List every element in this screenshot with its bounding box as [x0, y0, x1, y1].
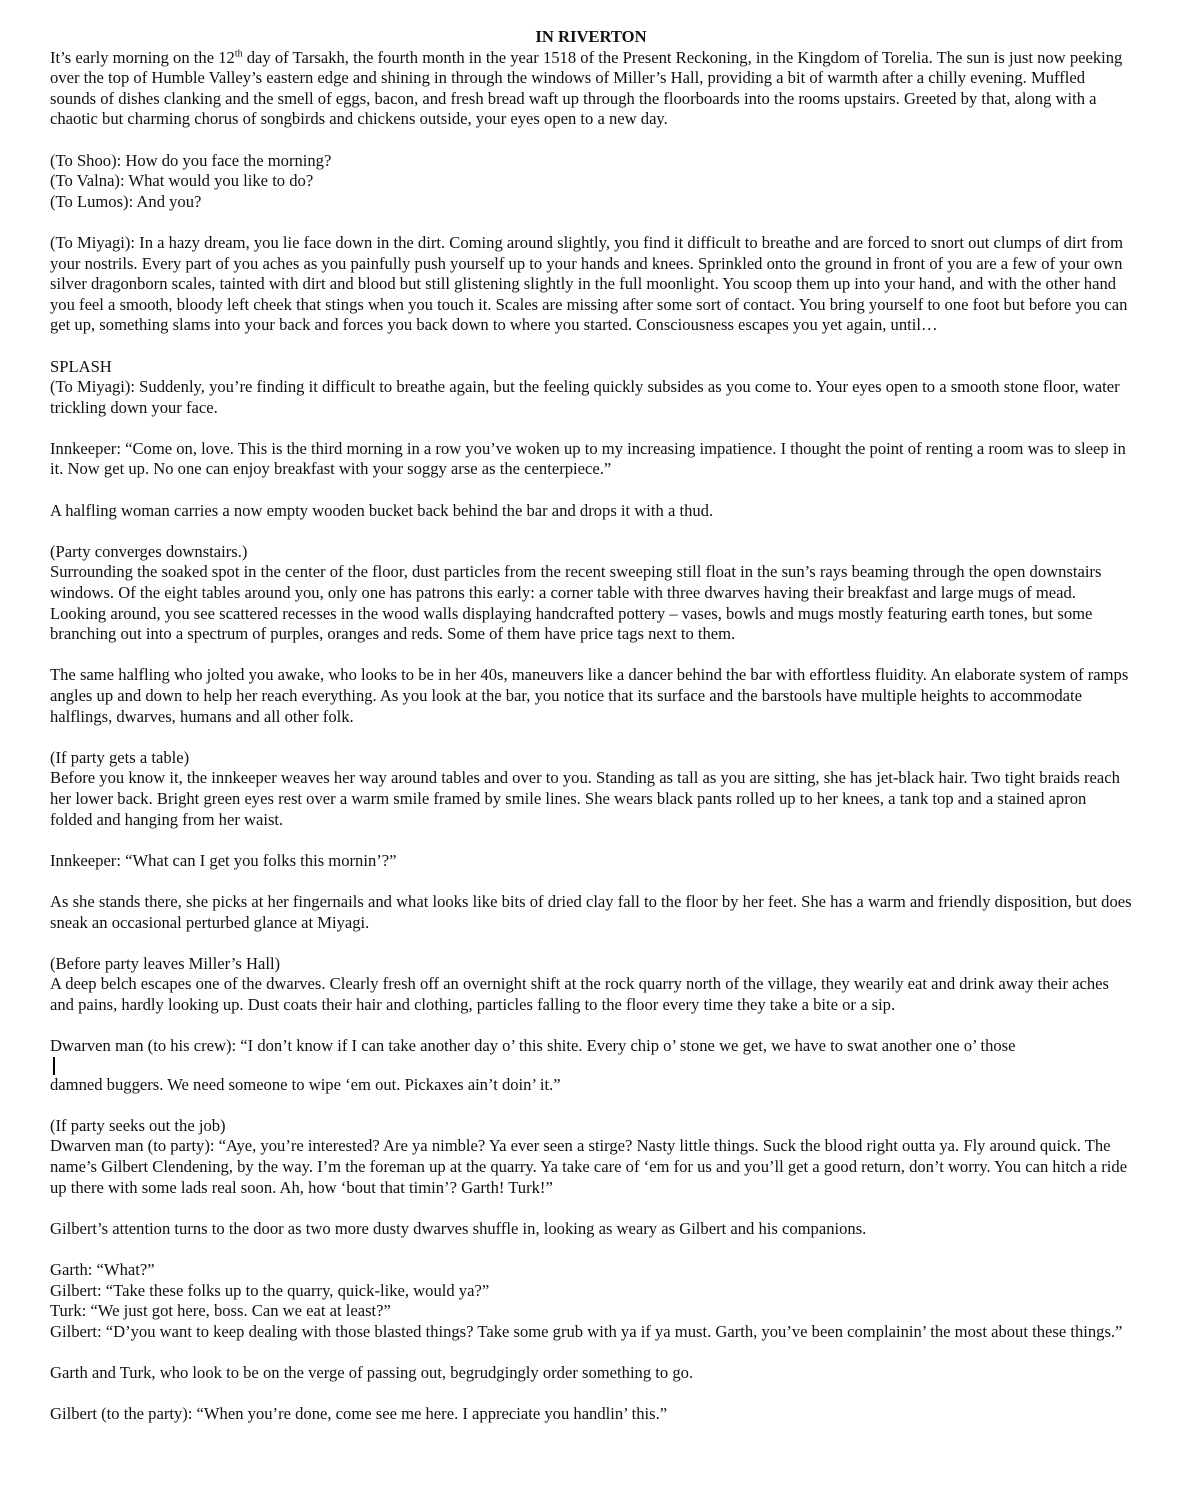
splash-text: (To Miyagi): Suddenly, you’re finding it difficult to breathe again, but the feeling quickly subsides as you come to. Your eyes open to a smooth stone floor, water trickling down your face.: [50, 377, 1120, 417]
before-leaving-text: A deep belch escapes one of the dwarves. Clearly fresh off an overnight shift at the rock quarry north of the village, they wearily eat and drink away their aches and pains, hardly looking up. Dust coats their hair and clothing, particles falling to the floor every time they take a bite or a sip.: [50, 974, 1110, 1014]
intro-text-rest: day of Tarsakh, the fourth month in the year 1518 of the Present Reckoning, in the Kingdom of Torelia. The sun is just now peeking over the top of Humble Valley’s eastern edge and shining in through the windows of Miller’s Hall, providing a bit of warmth after a chilly evening. Muffled sounds of dishes clanking and the smell of eggs, bacon, and fresh bread waft up through the floorboards into the rooms upstairs. Greeted by that, along with a chaotic but charming chorus of songbirds and chickens outside, your eyes open to a new day.: [50, 47, 1123, 129]
job-section: [50, 1116, 1132, 1198]
fingernails-paragraph: As she stands there, she picks at her fingernails and what looks like bits of dried clay fall to the floor by her feet. She has a warm and friendly disposition, but does sneak an occasional perturbed glance at Miyagi.: [50, 891, 1132, 932]
dialogue-line: Gilbert: “D’you want to keep dealing with those blasted things? Take some grub with ya if ya must. Garth, you’ve been complainin’ the most about these things.”: [50, 1321, 1123, 1341]
innkeeper-wake-line: Innkeeper: “Come on, love. This is the third morning in a row you’ve woken up to my increasing impatience. I thought the point of renting a room was to sleep in it. Now get up. No one can enjoy breakfast with your soggy arse as the centerpiece.”: [50, 438, 1126, 479]
prompt-lumos: (To Lumos): And you?: [50, 191, 202, 211]
miyagi-dream-paragraph: (To Miyagi): In a hazy dream, you lie face down in the dirt. Coming around slightly, you find it difficult to breathe and are forced to snort out clumps of dirt from your nostrils. Every part of you aches as you painfully push yourself up to your hands and knees. Sprinkled onto the ground in front of you are a few of your own silver dragonborn scales, tainted with dirt and blood but still glistening slightly in the full moonlight. You scoop them up into your hand, and with the other hand you feel a smooth, bloody left cheek that stings when you touch it. Scales are missing after some sort of contact. You bring yourself to one foot but before you can get up, something slams into your back and forces you back down to where you started. Consciousness escapes you yet again, until…: [50, 232, 1128, 335]
table-heading: (If party gets a table): [50, 747, 190, 767]
player-prompts: [50, 151, 1132, 213]
dwarf-crew-line: [50, 1036, 1132, 1095]
gilbert-door-paragraph: Gilbert’s attention turns to the door as two more dusty dwarves shuffle in, looking as weary as Gilbert and his companions.: [50, 1218, 867, 1238]
dialogue-line: Garth: “What?”: [50, 1260, 155, 1280]
halfling-bucket-paragraph: A halfling woman carries a now empty wooden bucket back behind the bar and drops it with a thud.: [50, 500, 714, 520]
table-text: Before you know it, the innkeeper weaves her way around tables and over to you. Standing as tall as you are sitting, she has jet-black hair. Two tight braids reach her lower back. Bright green eyes rest over a warm smile framed by smile lines. She wears black pants rolled up to her knees, a tank top and a stained apron folded and hanging from her waist.: [50, 768, 1120, 829]
document-title: IN RIVERTON: [535, 27, 647, 46]
prompt-valna: (To Valna): What would you like to do?: [50, 171, 314, 191]
halfling-bar-paragraph: The same halfling who jolted you awake, who looks to be in her 40s, maneuvers like a dancer behind the bar with effortless fluidity. An elaborate system of ramps angles up and down to help her reach everything. As you look at the bar, you notice that its surface and the barstools have multiple heights to accommodate halflings, dwarves, humans and all other folk.: [50, 665, 1129, 726]
intro-paragraph: [50, 48, 1132, 130]
prompt-shoo: (To Shoo): How do you face the morning?: [50, 150, 332, 170]
downstairs-heading: (Party converges downstairs.): [50, 541, 248, 561]
dwarf-crew-line-1: [50, 1036, 1132, 1075]
downstairs-section: [50, 542, 1132, 645]
dialogue-line: Gilbert: “Take these folks up to the quarry, quick-like, would ya?”: [50, 1280, 490, 1300]
job-heading: (If party seeks out the job): [50, 1115, 226, 1135]
splash-section: [50, 357, 1132, 419]
garth-turk-paragraph: Garth and Turk, who look to be on the verge of passing out, begrudgingly order something to go.: [50, 1363, 694, 1382]
text-cursor: [53, 1057, 55, 1075]
dwarf-crew-text-end: damned buggers. We need someone to wipe ‘em out. Pickaxes ain’t doin’ it.”: [50, 1074, 561, 1094]
intro-text-start: It’s early morning on the 12: [50, 47, 235, 67]
job-text: Dwarven man (to party): “Aye, you’re interested? Are ya nimble? Ya ever seen a stirge? Nasty little things. Suck the blood right outta ya. Fly around quick. The name’s Gilbert Clendening, by the way. I’m the foreman up at the quarry. Ya take care of ‘em for us and you’ll get a good return, don’t worry. You can hitch a ride up there with some lads real soon. Ah, how ‘bout that timin’? Garth! Turk!”: [50, 1136, 1128, 1197]
before-leaving-heading: (Before party leaves Miller’s Hall): [50, 953, 281, 973]
downstairs-text: Surrounding the soaked spot in the center of the floor, dust particles from the recent sweeping still float in the sun’s rays beaming through the open downstairs windows. Of the eight tables around you, only one has patrons this early: a corner table with three dwarves having their breakfast and large mugs of mead. Looking around, you see scattered recesses in the wood walls displaying handcrafted pottery – vases, bowls and mugs mostly featuring earth tones, but some branching out into a spectrum of purples, oranges and reds. Some of them have price tags next to them.: [50, 562, 1102, 644]
innkeeper-order-line: Innkeeper: “What can I get you folks this mornin’?”: [50, 850, 397, 870]
before-leaving-section: [50, 954, 1132, 1016]
dialogue-block: [50, 1260, 1132, 1342]
gilbert-final-line: Gilbert (to the party): “When you’re done, come see me here. I appreciate you handlin’ this.”: [50, 1404, 668, 1424]
ordinal-suffix: th: [234, 48, 243, 60]
table-section: [50, 748, 1132, 830]
splash-heading: SPLASH: [50, 356, 112, 376]
dwarf-crew-text-start: Dwarven man (to his crew): “I don’t know if I can take another day o’ this shite. Every chip o’ stone we get, we have to swat another one o’ those: [50, 1036, 1016, 1056]
dialogue-line: Turk: “We just got here, boss. Can we eat at least?”: [50, 1301, 391, 1321]
